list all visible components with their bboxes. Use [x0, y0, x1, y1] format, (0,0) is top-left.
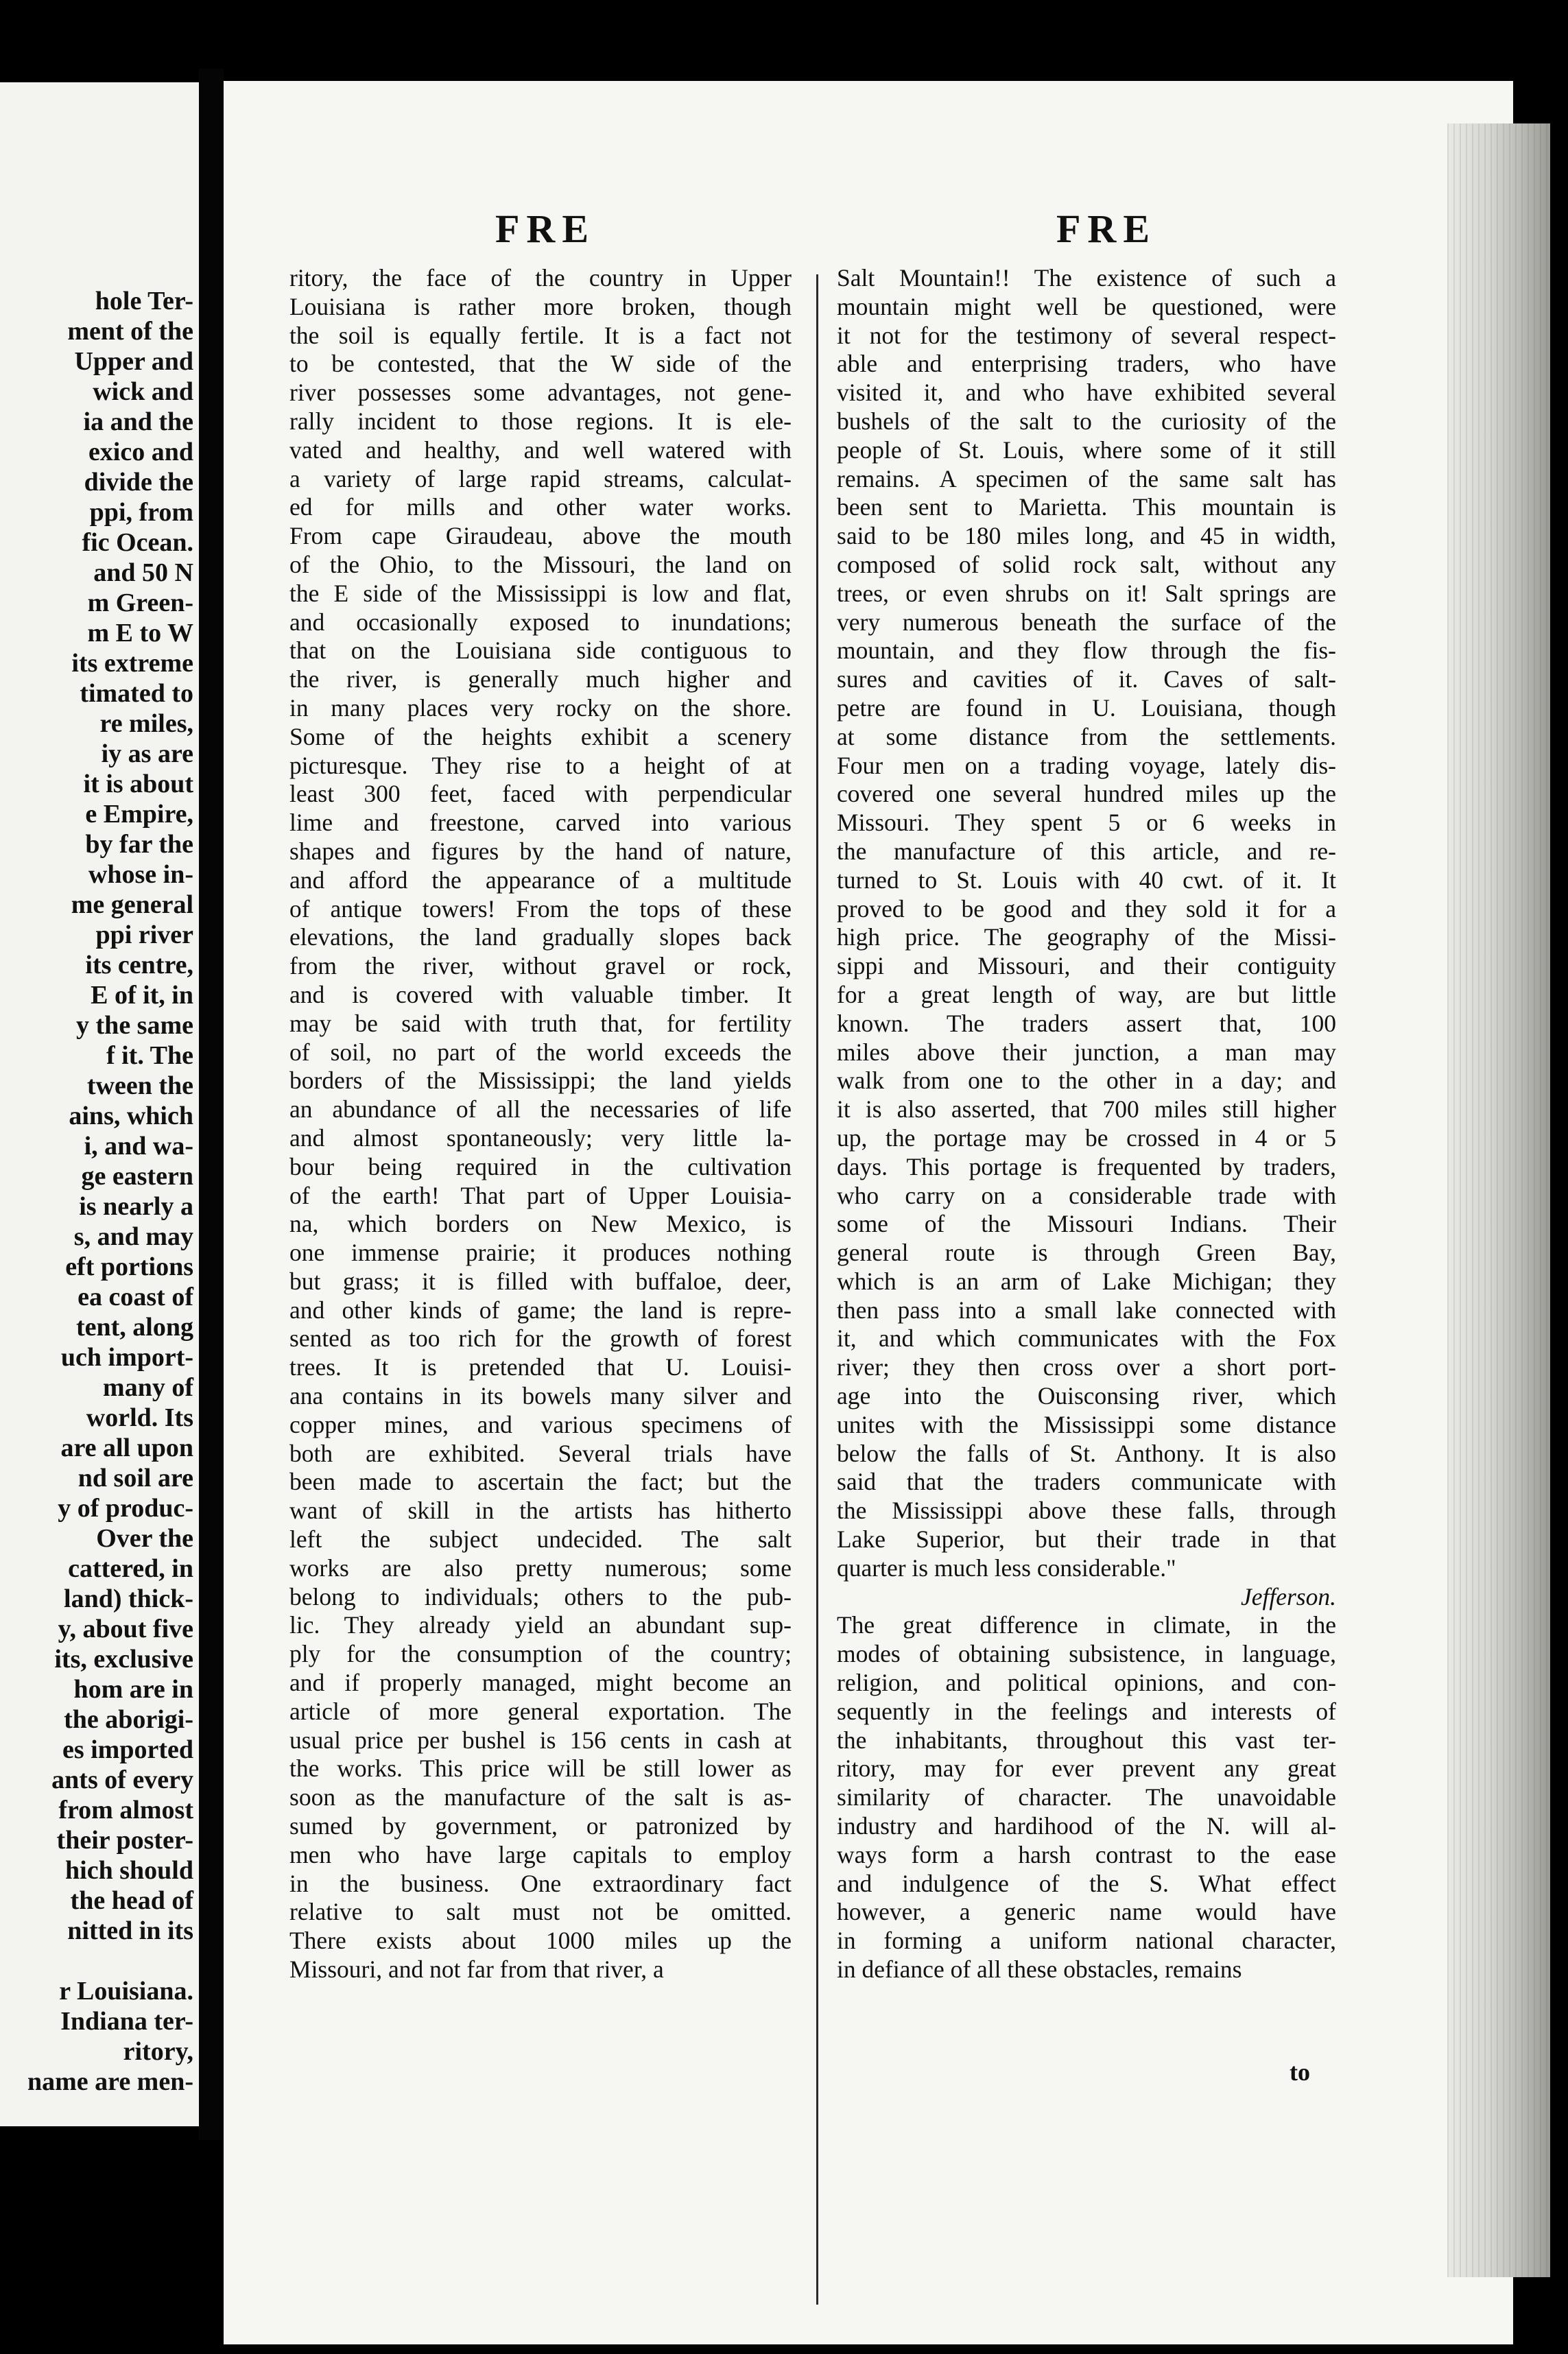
text-line: Louisiana is rather more broken, though	[289, 292, 792, 320]
fragment-line: i, and wa-	[84, 1132, 193, 1161]
text-line: similarity of character. The unavoidable	[837, 1783, 1336, 1811]
fragment-line: tent, along	[76, 1313, 193, 1342]
fragment-line: ains, which	[69, 1102, 193, 1130]
text-line: usual price per bushel is 156 cents in cash at	[289, 1726, 792, 1754]
text-line: up, the portage may be crossed in 4 or 5	[837, 1124, 1336, 1152]
text-line: general route is through Green Bay,	[837, 1239, 1336, 1267]
text-line: ana contains in its bowels many silver and	[289, 1382, 792, 1410]
text-line: the soil is equally fertile. It is a fact not	[289, 321, 792, 349]
fragment-line: ants of every	[51, 1766, 193, 1794]
running-head-left: FRE	[495, 206, 595, 251]
text-line: in forming a uniform national character,	[837, 1927, 1336, 1955]
text-line: quarter is much less considerable."	[837, 1554, 1176, 1582]
text-line: it is also asserted, that 700 miles still higher	[837, 1095, 1336, 1124]
text-line: however, a generic name would have	[837, 1898, 1336, 1926]
fragment-line: it is about	[83, 770, 193, 798]
fragment-line: exico and	[88, 438, 193, 466]
text-line: left the subject undecided. The salt	[289, 1525, 792, 1554]
text-line: and occasionally exposed to inundations;	[289, 608, 792, 636]
fragment-line: r Louisiana.	[59, 1977, 193, 2006]
text-line: least 300 feet, faced with perpendicular	[289, 780, 792, 808]
fragment-line: is nearly a	[79, 1192, 193, 1221]
text-line: Four men on a trading voyage, lately dis-	[837, 751, 1336, 779]
text-line: want of skill in the artists has hitherto	[289, 1497, 792, 1525]
fragment-line: from almost	[58, 1796, 193, 1824]
text-line: article of more general exportation. The	[289, 1697, 792, 1725]
text-line: it not for the testimony of several respect-	[837, 321, 1336, 349]
text-line: trees. It is pretended that U. Louisi-	[289, 1353, 792, 1381]
text-line: the river, is generally much higher and	[289, 665, 792, 693]
text-line: petre are found in U. Louisiana, though	[837, 693, 1336, 722]
fragment-line: me general	[71, 890, 193, 919]
fragment-line: hom are in	[73, 1675, 193, 1704]
text-line: and if properly managed, might become an	[289, 1669, 792, 1697]
text-line: river; they then cross over a short port-	[837, 1353, 1336, 1381]
text-line: which is an arm of Lake Michigan; they	[837, 1267, 1336, 1295]
text-line: people of St. Louis, where some of it still	[837, 436, 1336, 464]
text-line: bour being required in the cultivation	[289, 1152, 792, 1180]
text-line: and is covered with valuable timber. It	[289, 980, 792, 1008]
text-line: in defiance of all these obstacles, remains	[837, 1955, 1242, 1984]
fragment-line: ment of the	[67, 317, 193, 346]
text-line: been made to ascertain the fact; but the	[289, 1468, 792, 1496]
text-line: at some distance from the settlements.	[837, 722, 1336, 750]
catchword: to	[1290, 2058, 1310, 2086]
running-head-right: FRE	[1056, 206, 1156, 251]
text-line: for a great length of way, are but little	[837, 980, 1336, 1008]
text-line: some of the Missouri Indians. Their	[837, 1210, 1336, 1238]
text-line: relative to salt must not be omitted.	[289, 1898, 792, 1926]
text-line: Missouri, and not far from that river, a	[289, 1955, 664, 1984]
text-line: who carry on a considerable trade with	[837, 1181, 1336, 1209]
fragment-line: are all upon	[60, 1434, 193, 1462]
text-line: from the river, without gravel or rock,	[289, 952, 792, 980]
text-line: been sent to Marietta. This mountain is	[837, 493, 1336, 521]
text-line: of soil, no part of the world exceeds the	[289, 1038, 792, 1066]
fragment-line: land) thick-	[64, 1584, 193, 1613]
text-line: the inhabitants, throughout this vast ter-	[837, 1726, 1336, 1754]
text-line: works are also pretty numerous; some	[289, 1554, 792, 1582]
text-line: modes of obtaining subsistence, in language,	[837, 1640, 1336, 1668]
fragment-line: Upper and	[74, 347, 193, 376]
text-line: of antique towers! From the tops of these	[289, 894, 792, 923]
fragment-line: e Empire,	[85, 800, 193, 829]
text-line: lic. They already yield an abundant sup-	[289, 1611, 792, 1639]
text-line: may be said with truth that, for fertility	[289, 1009, 792, 1037]
fragment-line: fic Ocean.	[82, 528, 193, 557]
text-line: picturesque. They rise to a height of at	[289, 751, 792, 779]
text-line: very numerous beneath the surface of the	[837, 608, 1336, 636]
fragment-line: timated to	[80, 679, 193, 708]
text-line: but grass; it is filled with buffaloe, deer,	[289, 1267, 792, 1295]
text-line: days. This portage is frequented by traders,	[837, 1152, 1336, 1180]
text-line: it, and which communicates with the Fox	[837, 1324, 1336, 1353]
text-line: sures and cavities of it. Caves of salt-	[837, 665, 1336, 693]
text-line: to be contested, that the W side of the	[289, 350, 792, 378]
text-line: ply for the consumption of the country;	[289, 1640, 792, 1668]
text-column-right	[837, 264, 1336, 1984]
text-line: then pass into a small lake connected with	[837, 1296, 1336, 1324]
text-line: a variety of large rapid streams, calculat-	[289, 464, 792, 492]
text-line: unites with the Mississippi some distance	[837, 1410, 1336, 1438]
text-line: ed for mills and other water works.	[289, 493, 792, 521]
text-line: lime and freestone, carved into various	[289, 809, 792, 837]
text-line: rally incident to those regions. It is ele-	[289, 407, 792, 435]
text-line: shapes and figures by the hand of nature,	[289, 837, 792, 865]
text-line: na, which borders on New Mexico, is	[289, 1210, 792, 1238]
text-line: belong to individuals; others to the pub-	[289, 1582, 792, 1610]
fragment-line: cattered, in	[68, 1554, 193, 1583]
fragment-line: ia and the	[83, 407, 193, 436]
text-line: elevations, the land gradually slopes back	[289, 923, 792, 951]
text-line: copper mines, and various specimens of	[289, 1410, 792, 1438]
text-line: There exists about 1000 miles up the	[289, 1927, 792, 1955]
text-line: Jefferson.	[1240, 1582, 1336, 1610]
text-line: soon as the manufacture of the salt is as-	[289, 1783, 792, 1811]
text-line: remains. A specimen of the same salt has	[837, 464, 1336, 492]
fragment-line: nd soil are	[78, 1464, 193, 1493]
fragment-line: ppi, from	[89, 498, 193, 527]
text-line: the Mississippi above these falls, through	[837, 1497, 1336, 1525]
fragment-line: the aborigi-	[64, 1705, 193, 1734]
fragment-line: ppi river	[95, 920, 193, 949]
fragment-line: y of produc-	[58, 1494, 193, 1523]
text-line: able and enterprising traders, who have	[837, 350, 1336, 378]
fragment-line: divide the	[84, 468, 193, 497]
fragment-line: ea coast of	[78, 1283, 193, 1311]
text-line: in the business. One extraordinary fact	[289, 1869, 792, 1897]
fragment-line: y the same	[76, 1011, 193, 1040]
facing-page-fragment	[0, 82, 199, 2126]
fragment-line: nitted in its	[67, 1916, 193, 1945]
fragment-line: eft portions	[65, 1252, 193, 1281]
text-line: Lake Superior, but their trade in that	[837, 1525, 1336, 1554]
text-line: miles above their junction, a man may	[837, 1038, 1336, 1066]
fragment-line: ritory,	[123, 2037, 193, 2066]
fragment-line: re miles,	[99, 709, 193, 738]
text-line: borders of the Mississippi; the land yields	[289, 1067, 792, 1095]
fragment-line: ge eastern	[81, 1162, 193, 1191]
text-line: said that the traders communicate with	[837, 1468, 1336, 1496]
text-line: of the earth! That part of Upper Louisia-	[289, 1181, 792, 1209]
text-line: one immense prairie; it produces nothing	[289, 1239, 792, 1267]
fragment-line: iy as are	[101, 739, 193, 768]
text-line: in many places very rocky on the shore.	[289, 693, 792, 722]
text-line: the E side of the Mississippi is low and flat,	[289, 579, 792, 607]
fragment-line: Indiana ter-	[60, 2007, 193, 2036]
book-gutter	[199, 69, 224, 2140]
fragment-line: uch import-	[60, 1343, 193, 1372]
text-line: trees, or even shrubs on it! Salt springs are	[837, 579, 1336, 607]
text-line: men who have large capitals to employ	[289, 1840, 792, 1868]
text-line: sented as too rich for the growth of forest	[289, 1324, 792, 1353]
text-line: an abundance of all the necessaries of life	[289, 1095, 792, 1124]
text-line: Some of the heights exhibit a scenery	[289, 722, 792, 750]
fragment-line: and 50 N	[93, 558, 193, 587]
text-line: and almost spontaneously; very little la-	[289, 1124, 792, 1152]
fragment-line: Over the	[96, 1524, 193, 1553]
text-line: age into the Ouisconsing river, which	[837, 1382, 1336, 1410]
fragment-line: its centre,	[85, 951, 193, 979]
text-line: Salt Mountain!! The existence of such a	[837, 264, 1336, 292]
text-line: turned to St. Louis with 40 cwt. of it. It	[837, 866, 1336, 894]
text-line: below the falls of St. Anthony. It is also	[837, 1439, 1336, 1467]
fragment-line: hole Ter-	[95, 287, 193, 316]
fragment-line: m E to W	[87, 619, 193, 647]
fragment-line: y, about five	[58, 1615, 193, 1643]
text-line: Missouri. They spent 5 or 6 weeks in	[837, 809, 1336, 837]
text-line: the works. This price will be still lower as	[289, 1755, 792, 1783]
fragment-line: name are men-	[27, 2067, 193, 2096]
text-line: The great difference in climate, in the	[837, 1611, 1336, 1639]
fragment-line: by far the	[85, 830, 193, 859]
text-line: covered one several hundred miles up the	[837, 780, 1336, 808]
fragment-line: many of	[103, 1373, 193, 1402]
text-line: ritory, may for ever prevent any great	[837, 1755, 1336, 1783]
text-column-left	[289, 264, 792, 1984]
fragment-line: world. Its	[86, 1403, 193, 1432]
text-line: river possesses some advantages, not gene-	[289, 379, 792, 407]
text-line: the manufacture of this article, and re-	[837, 837, 1336, 865]
text-line: visited it, and who have exhibited several	[837, 379, 1336, 407]
fragment-line: the head of	[70, 1886, 193, 1915]
text-line: proved to be good and they sold it for a	[837, 894, 1336, 923]
text-line: vated and healthy, and well watered with	[289, 436, 792, 464]
text-line: and other kinds of game; the land is repre-	[289, 1296, 792, 1324]
text-line: From cape Giraudeau, above the mouth	[289, 522, 792, 550]
text-line: sumed by government, or patronized by	[289, 1812, 792, 1840]
text-line: of the Ohio, to the Missouri, the land on	[289, 550, 792, 578]
fragment-line: whose in-	[88, 860, 193, 889]
text-line: both are exhibited. Several trials have	[289, 1439, 792, 1467]
column-rule	[816, 274, 818, 2305]
fragment-line: f it. The	[106, 1041, 193, 1070]
fragment-line: es imported	[62, 1735, 193, 1764]
text-line: composed of solid rock salt, without any	[837, 550, 1336, 578]
text-line: known. The traders assert that, 100	[837, 1009, 1336, 1037]
text-line: and afford the appearance of a multitude	[289, 866, 792, 894]
fragment-line: m Green-	[87, 588, 193, 617]
text-line: ritory, the face of the country in Upper	[289, 264, 792, 292]
text-line: mountain, and they flow through the fis-	[837, 637, 1336, 665]
text-line: bushels of the salt to the curiosity of the	[837, 407, 1336, 435]
text-line: and indulgence of the S. What effect	[837, 1869, 1336, 1897]
fragment-line: its, exclusive	[54, 1645, 193, 1674]
page-edges	[1447, 123, 1550, 2277]
text-line: sippi and Missouri, and their contiguity	[837, 952, 1336, 980]
text-line: high price. The geography of the Missi-	[837, 923, 1336, 951]
text-line: said to be 180 miles long, and 45 in width,	[837, 522, 1336, 550]
fragment-line: tween the	[86, 1071, 193, 1100]
fragment-line: E of it, in	[91, 981, 193, 1010]
fragment-line: hich should	[65, 1856, 193, 1885]
fragment-line: its extreme	[71, 649, 193, 678]
text-line: sequently in the feelings and interests of	[837, 1697, 1336, 1725]
text-line: that on the Louisiana side contiguous to	[289, 637, 792, 665]
fragment-line: s, and may	[73, 1222, 193, 1251]
fragment-line: wick and	[93, 377, 193, 406]
text-line: mountain might well be questioned, were	[837, 292, 1336, 320]
text-line: religion, and political opinions, and con-	[837, 1669, 1336, 1697]
text-line: walk from one to the other in a day; and	[837, 1067, 1336, 1095]
fragment-line: their poster-	[56, 1826, 193, 1855]
text-line: ways form a harsh contrast to the ease	[837, 1840, 1336, 1868]
text-line: industry and hardihood of the N. will al-	[837, 1812, 1336, 1840]
